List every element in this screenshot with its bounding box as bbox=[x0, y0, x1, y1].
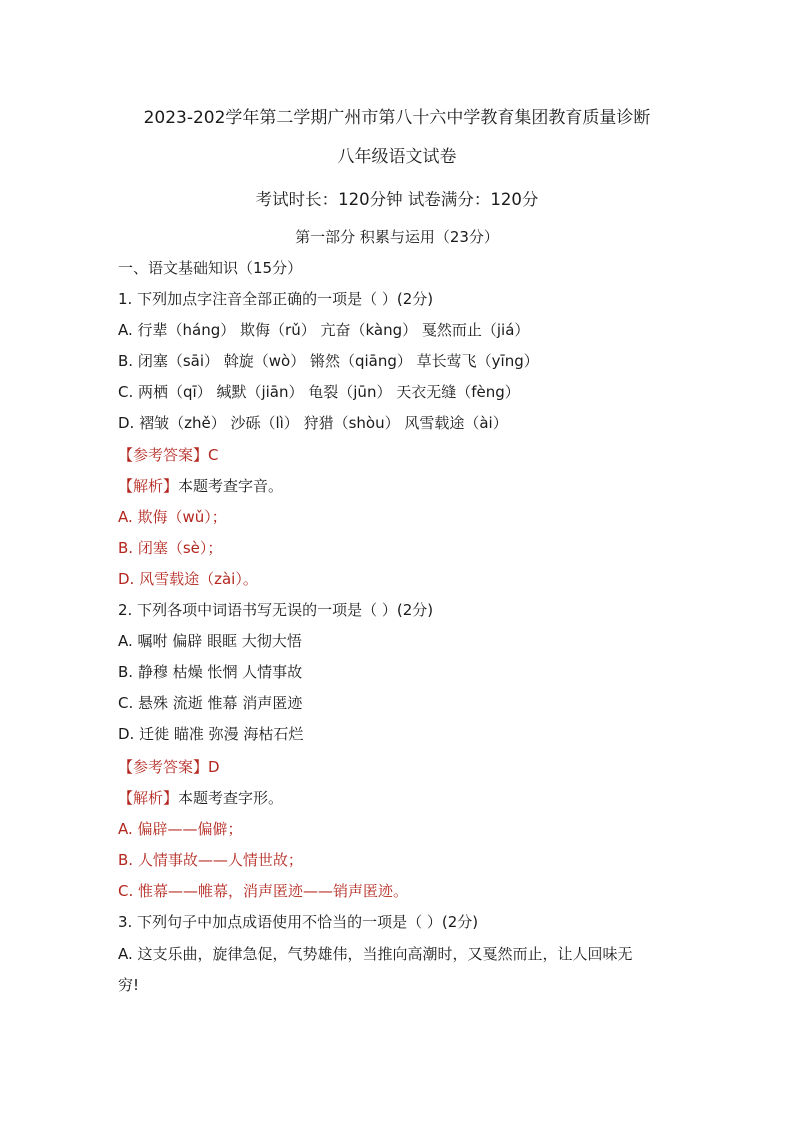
q1-note-d: D. 风雪载途（zài）。 bbox=[118, 570, 258, 588]
q1-option-c: C. 两栖（qī） 缄默（jiān） 龟裂（jūn） 天衣无缝（fèng） bbox=[118, 383, 520, 401]
section-heading: 一、语文基础知识（15分） bbox=[118, 259, 303, 277]
q1-stem: 1. 下列加点字注音全部正确的一项是（ ）(2分) bbox=[118, 290, 434, 308]
q3-stem: 3. 下列句子中加点成语使用不恰当的一项是（ ）(2分) bbox=[118, 913, 479, 931]
answer-label: 【参考答案】 bbox=[118, 446, 209, 464]
q3-option-a-line2: 穷! bbox=[118, 976, 140, 994]
q2-note-a: A. 偏辟——偏僻； bbox=[118, 820, 243, 838]
answer-value: C bbox=[208, 446, 219, 464]
q1-analysis bbox=[118, 476, 283, 496]
analysis-label: 【解析】 bbox=[118, 789, 179, 807]
q3-option-a-line1: A. 这支乐曲，旋律急促，气势雄伟，当推向高潮时，又戛然而止，让人回味无 bbox=[118, 945, 633, 963]
q2-option-b: B. 静穆 枯燥 怅惘 人情事故 bbox=[118, 663, 303, 681]
q2-option-d: D. 迁徙 瞄准 弥漫 海枯石烂 bbox=[118, 725, 304, 743]
q2-stem: 2. 下列各项中词语书写无误的一项是（ ）(2分) bbox=[118, 601, 434, 619]
q2-note-c: C. 惟幕——帷幕，消声匿迹——销声匿迹。 bbox=[118, 882, 409, 900]
analysis-text: 本题考查字形。 bbox=[178, 789, 284, 807]
exam-title: 2023-202学年第二学期广州市第八十六中学教育集团教育质量诊断 bbox=[143, 108, 651, 128]
answer-value: D bbox=[208, 758, 220, 776]
q2-note-b: B. 人情事故——人情世故； bbox=[118, 851, 303, 869]
q2-option-a: A. 嘱咐 偏辟 眼眶 大彻大悟 bbox=[118, 632, 302, 650]
part-heading: 第一部分 积累与运用（23分） bbox=[295, 228, 499, 246]
q1-note-a: A. 欺侮（wǔ）； bbox=[118, 508, 227, 526]
q1-option-b: B. 闭塞（sāi） 斡旋（wò） 锵然（qiāng） 草长莺飞（yīng） bbox=[118, 352, 539, 370]
analysis-label: 【解析】 bbox=[118, 477, 179, 495]
q2-answer bbox=[118, 757, 220, 777]
answer-label: 【参考答案】 bbox=[118, 758, 209, 776]
q2-option-c: C. 悬殊 流逝 惟幕 消声匿迹 bbox=[118, 694, 303, 712]
q1-note-b: B. 闭塞（sè）； bbox=[118, 539, 223, 557]
q1-answer bbox=[118, 445, 219, 465]
exam-info: 考试时长：120分钟 试卷满分：120分 bbox=[255, 190, 539, 209]
q1-option-a: A. 行辈（háng） 欺侮（rǔ） 亢奋（kàng） 戛然而止（jiá） bbox=[118, 321, 530, 339]
exam-subtitle: 八年级语文试卷 bbox=[337, 147, 457, 167]
q2-analysis bbox=[118, 788, 283, 808]
q1-option-d: D. 褶皱（zhě） 沙砾（lì） 狩猎（shòu） 风雪载途（ài） bbox=[118, 414, 508, 432]
analysis-text: 本题考查字音。 bbox=[178, 477, 284, 495]
